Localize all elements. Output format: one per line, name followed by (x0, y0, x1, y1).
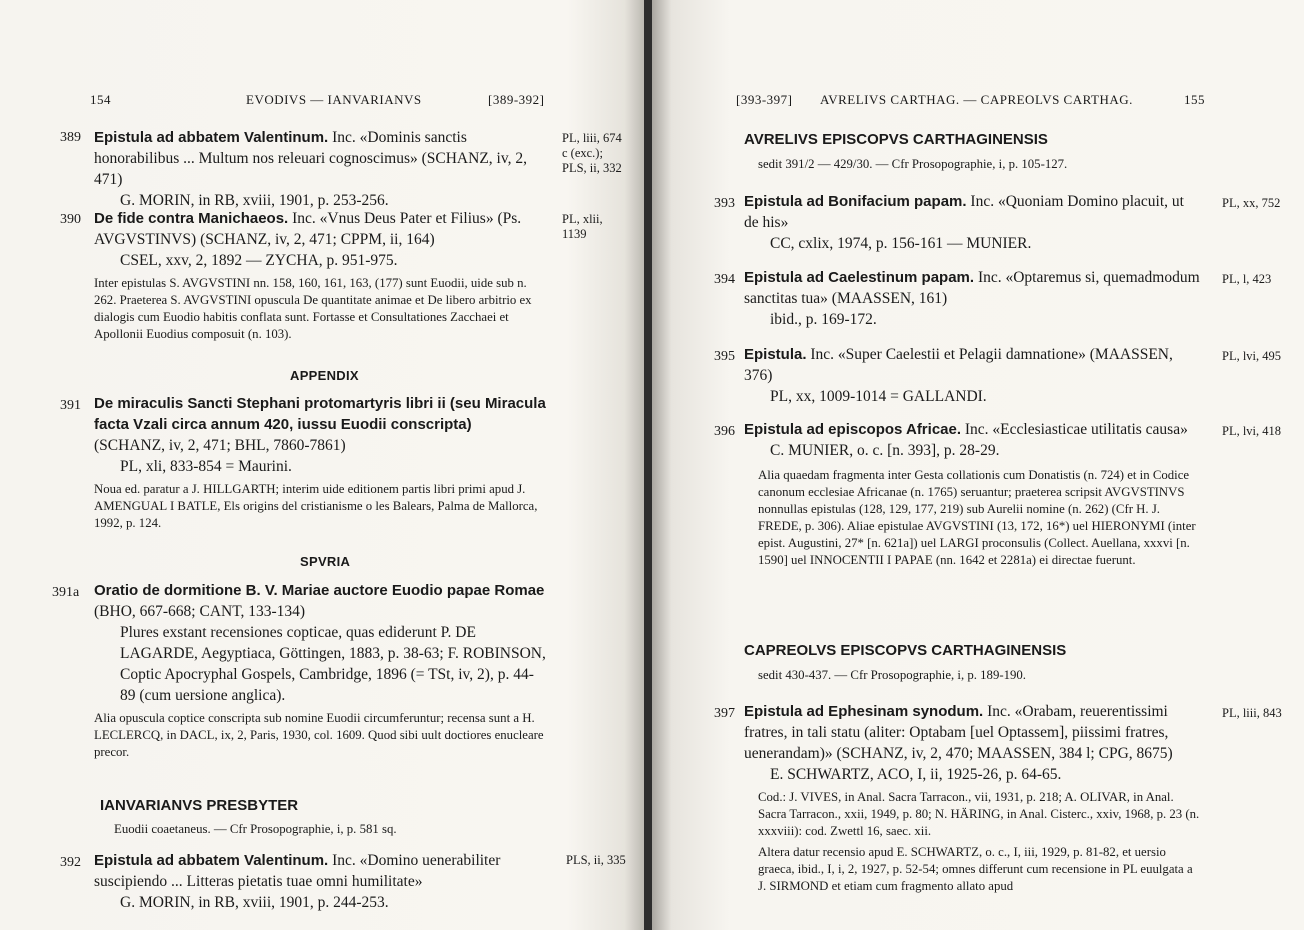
entry-389 (94, 127, 546, 211)
entry-392 (94, 850, 546, 913)
entry-ref: G. MORIN, in RB, xviii, 1901, p. 253-256. (120, 192, 389, 209)
entry-title: De miraculis Sancti Stephani protomartyris libri ii (seu Miracula facta Vzali circa annum 420, iussu Euodii conscripta) (94, 395, 546, 433)
entry-number: 391a (52, 585, 80, 600)
entry-text: Inc. «Orabam, reuerentissimi fratres, in tali statu (aliter: Optabam [uel Optassem], piissimi fratres, uenerandam)» (SCHANZ, iv, 2, 470; MAASSEN, 384 l; CPG, 8675) (744, 703, 1173, 762)
side-ref: PL, lvi, 495 (1222, 349, 1282, 363)
entry-ref: CC, cxlix, 1974, p. 156-161 — MUNIER. (770, 235, 1032, 252)
ianuarianus-sub: Euodii coaetaneus. — Cfr Prosopographie, i, p. 581 sq. (114, 822, 397, 836)
entry-number: 390 (60, 212, 81, 227)
entry-ref: ibid., p. 169-172. (770, 311, 877, 328)
entry-number: 397 (714, 706, 735, 721)
entry-ref: C. MUNIER, o. c. [n. 393], p. 28-29. (770, 442, 1000, 459)
aurelius-heading: AVRELIVS EPISCOPVS CARTHAGINENSIS (744, 131, 1048, 148)
aurelius-sub: sedit 391/2 — 429/30. — Cfr Prosopographie, i, p. 105-127. (758, 157, 1068, 171)
entry-title: Epistula ad abbatem Valentinum. (94, 129, 329, 146)
entry-note: Alia quaedam fragmenta inter Gesta collationis cum Donatistis (n. 724) et in Codice canonum ecclesiae Africanae (n. 1765) seruantur; praeterea scripsit AVGVSTINVS nonnullas epistulas (128, 129, 177, 219) sub Aurelii nomine (n. 262) (Cfr H. J. FREDE, p. 306). Aliae epistulae AVGVSTINI (13, 172, 16*) uel HIERONYMI (inter epist. Augustini, 27* [n. 621a]) uel LARGI proconsulis (Collect. Auellana, xxxvi [n. 1590] uel INNOCENTII I PAPAE (nn. 1642 et 2281a) ei directae fuerunt. (758, 468, 1196, 567)
left-page (0, 0, 644, 930)
entry-396 (744, 419, 1202, 569)
entry-note: Cod.: J. VIVES, in Anal. Sacra Tarracon., vii, 1931, p. 218; A. OLIVAR, in Anal. Sacra Tarracon., xxii, 1949, p. 80; N. HÄRING, in Anal. Cisterc., xxiv, 1968, p. 23 (n. xxxviii): cod. Zwettl 16, saec. xii. (758, 790, 1200, 838)
left-range: [389-392] (488, 92, 545, 107)
entry-number: 393 (714, 196, 735, 211)
entry-number: 392 (60, 855, 81, 870)
entry-text: Inc. «Domino uenerabiliter suscipiendo ... Litteras pietatis tuae omni humilitate» (94, 852, 501, 890)
entry-ref: Plures exstant recensiones copticae, quas ediderunt P. DE LAGARDE, Aegyptiaca, Göttingen, 1883, p. 38-63; F. ROBINSON, Coptic Apocryphal Gospels, Cambridge, 1896 (= TSt, iv, 2), p. 44-89 (cum uersione anglica). (120, 624, 546, 704)
side-ref: PL, xlii, 1139 (562, 212, 603, 241)
capreolus-sub: sedit 430-437. — Cfr Prosopographie, i, p. 189-190. (758, 668, 1026, 682)
entry-text: Inc. «Dominis sanctis honorabilibus ... Multum nos releuari cognoscimus» (SCHANZ, iv, 2, 471) (94, 129, 527, 188)
side-ref: PL, xx, 752 (1222, 196, 1281, 210)
entry-text: (BHO, 667-668; CANT, 133-134) (94, 603, 306, 620)
entry-title: Epistula ad episcopos Africae. (744, 421, 962, 438)
entry-title: Epistula ad Ephesinam synodum. (744, 703, 984, 720)
entry-number: 396 (714, 424, 735, 439)
entry-ref: PL, xx, 1009-1014 = GALLANDI. (770, 388, 987, 405)
entry-number: 395 (714, 349, 735, 364)
entry-ref: PL, xli, 833-854 = Maurini. (120, 458, 292, 475)
entry-397 (744, 701, 1202, 895)
right-page (652, 0, 1304, 930)
right-running-title: AVRELIVS CARTHAG. — CAPREOLVS CARTHAG. (820, 92, 1133, 107)
entry-title: De fide contra Manichaeos. (94, 210, 289, 227)
entry-note: Alia opuscula coptice conscripta sub nomine Euodii circumferuntur; recensa sunt a H. LECLERCQ, in DACL, ix, 2, Paris, 1930, col. 1609. Quod sibi uult doctiores enucleare precor. (94, 711, 544, 759)
side-ref: PL, l, 423 (1222, 272, 1272, 286)
entry-title: Oratio de dormitione B. V. Mariae auctore Euodio papae Romae (94, 582, 545, 599)
entry-391a (94, 580, 546, 761)
entry-number: 394 (714, 272, 735, 287)
entry-ref: E. SCHWARTZ, ACO, I, ii, 1925-26, p. 64-65. (770, 766, 1062, 783)
side-ref: PL, liii, 674 c (exc.); PLS, ii, 332 (562, 131, 622, 175)
entry-note-2: Altera datur recensio apud E. SCHWARTZ, o. c., I, iii, 1929, p. 81-82, et uersio graeca, ibid., I, i, 2, 1927, p. 52-54; omnes differunt cum recensione in PL euulgata a J. SIRMOND et etiam cum fragmento allato apud (758, 845, 1193, 893)
entry-text: Inc. «Quoniam Domino placuit, ut de his» (744, 193, 1184, 231)
entry-391 (94, 393, 546, 532)
entry-number: 391 (60, 398, 81, 413)
entry-text: Inc. «Ecclesiasticae utilitatis causa» (964, 421, 1188, 438)
entry-title: Epistula ad abbatem Valentinum. (94, 852, 329, 869)
entry-390 (94, 208, 546, 343)
ianuarianus-heading: IANVARIANVS PRESBYTER (100, 797, 299, 814)
book-gutter (644, 0, 652, 930)
entry-title: Epistula. (744, 346, 807, 363)
right-page-number: 155 (1184, 92, 1205, 107)
spuria-heading: SPVRIA (300, 554, 351, 569)
side-ref: PL, lvi, 418 (1222, 424, 1282, 438)
left-page-number: 154 (90, 92, 111, 107)
entry-ref: CSEL, xxv, 2, 1892 — ZYCHA, p. 951-975. (120, 252, 398, 269)
right-range: [393-397] (736, 92, 793, 107)
entry-text: Inc. «Vnus Deus Pater et Filius» (Ps. AVGVSTINVS) (SCHANZ, iv, 2, 471; CPPM, ii, 164) (94, 210, 522, 248)
entry-note: Inter epistulas S. AVGVSTINI nn. 158, 160, 161, 163, (177) sunt Euodii, uide sub n. 262. Praeterea S. AVGVSTINI opuscula De quantitate animae et De libero arbitrio ex dialogis cum Euodio habitis conflata sunt. Fortasse et Consultationes Zacchaei et Apollonii Euodius composuit (n. 103). (94, 276, 532, 341)
appendix-heading: APPENDIX (290, 368, 359, 383)
entry-394 (744, 267, 1202, 330)
entry-text: (SCHANZ, iv, 2, 471; BHL, 7860-7861) (94, 437, 346, 454)
entry-ref: G. MORIN, in RB, xviii, 1901, p. 244-253. (120, 894, 389, 911)
entry-text: Inc. «Super Caelestii et Pelagii damnatione» (MAASSEN, 376) (744, 346, 1173, 384)
entry-title: Epistula ad Caelestinum papam. (744, 269, 975, 286)
entry-text: Inc. «Optaremus si, quemadmodum sanctitas tua» (MAASSEN, 161) (744, 269, 1200, 307)
side-ref: PLS, ii, 335 (566, 853, 626, 867)
entry-note: Noua ed. paratur a J. HILLGARTH; interim uide editionem partis libri primi apud J. AMENGUAL I BATLE, Els origins del cristianisme o les Balears, Palma de Mallorca, 1992, p. 124. (94, 482, 538, 530)
left-running-title: EVODIVS — IANVARIANVS (246, 92, 422, 107)
entry-395 (744, 344, 1202, 407)
entry-393 (744, 191, 1202, 254)
side-ref: PL, liii, 843 (1222, 706, 1282, 720)
entry-number: 389 (60, 130, 81, 145)
capreolus-heading: CAPREOLVS EPISCOPVS CARTHAGINENSIS (744, 642, 1067, 659)
entry-title: Epistula ad Bonifacium papam. (744, 193, 967, 210)
